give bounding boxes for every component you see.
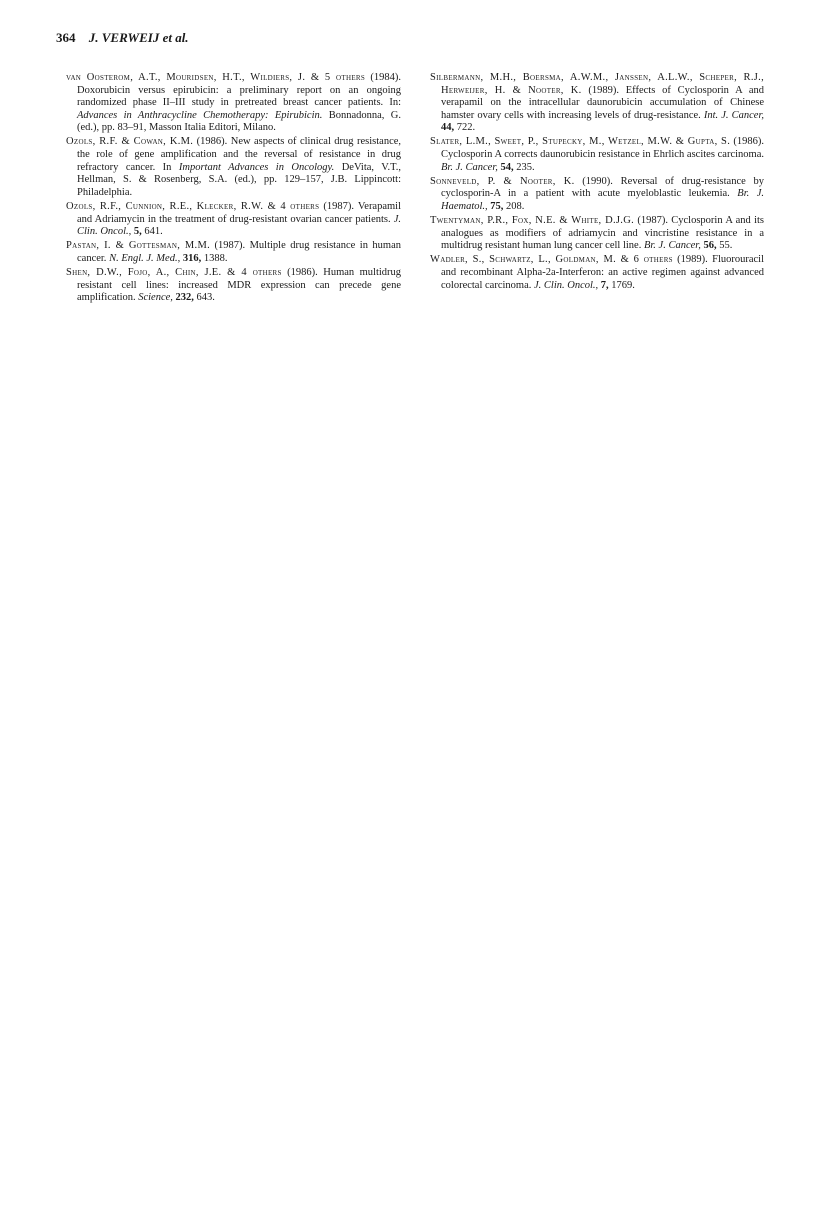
reference-year: (1989). — [677, 254, 708, 266]
reference-pages: DeVita, V.T., Hellman, S. & Rosenberg, S.A. (ed.), pp. 129–157, J.B. Lippincott: Philadelphia. — [77, 161, 402, 198]
reference-entry — [66, 72, 401, 135]
reference-year: (1986). — [733, 136, 764, 148]
running-author: J. VERWEIJ et al. — [88, 30, 189, 45]
reference-pages: 1388. — [203, 252, 228, 264]
reference-entry — [66, 240, 401, 265]
reference-journal: Important Advances in Oncology. — [178, 161, 335, 173]
reference-title: Effects of Cyclosporin A and verapamil on the intracellular daunorubicin accumulation of Chinese hamster ovary cells with increasing levels of drug-resistance. — [441, 84, 765, 121]
running-header — [56, 30, 189, 46]
reference-volume: 75, — [490, 200, 504, 212]
reference-journal: J. Clin. Oncol., — [77, 213, 402, 238]
reference-entry — [430, 72, 764, 135]
reference-volume: 54, — [500, 161, 514, 173]
page-number: 364 — [56, 30, 76, 45]
reference-pages: 55. — [719, 240, 733, 252]
reference-journal: N. Engl. J. Med., — [109, 252, 181, 264]
reference-volume: 44, — [441, 122, 455, 134]
reference-volume: 56, — [703, 240, 717, 252]
reference-year: (1986). — [287, 266, 318, 278]
reference-journal: Br. J. Cancer, — [643, 240, 701, 252]
reference-journal: J. Clin. Oncol., — [534, 279, 599, 291]
reference-title: Cyclosporin A corrects daunorubicin resistance in Ehrlich ascites carcinoma. — [441, 149, 764, 161]
reference-authors: Ozols, R.F. & Cowan, K.M. — [66, 136, 194, 148]
reference-entry — [430, 136, 764, 174]
reference-title: Multiple drug resistance in human cancer. — [77, 240, 402, 264]
reference-title: Cyclosporin A and its analogues as modifiers of adriamycin and vincristine resistance in a multidrug resistant human lung cancer cell line. — [441, 215, 765, 252]
reference-title: New aspects of clinical drug resistance, the role of gene amplification and the reversal of resistance in drug refractory cancer. In — [77, 136, 402, 173]
reference-title: Fluorouracil and recombinant Alpha-2a-Interferon: an active regimen against advanced colorectal carcinoma. — [441, 254, 765, 291]
reference-title: Verapamil and Adriamycin in the treatment of drug-resistant ovarian cancer patients. — [77, 200, 402, 225]
reference-authors: Slater, L.M., Sweet, P., Stupecky, M., Wetzel, M.W. & Gupta, S. — [430, 136, 731, 148]
reference-year: (1987). — [214, 240, 246, 252]
reference-year: (1986). — [196, 136, 228, 148]
reference-journal: Br. J. Haematol., — [441, 188, 765, 212]
reference-authors: Ozols, R.F., Cunnion, R.E., Klecker, R.W. & 4 others — [66, 200, 320, 212]
reference-pages: 235. — [516, 161, 535, 173]
reference-year: (1987). — [323, 200, 354, 212]
reference-entry — [66, 201, 401, 239]
reference-pages: 722. — [456, 122, 476, 134]
reference-journal: Science, — [138, 292, 173, 304]
reference-journal: Int. J. Cancer, — [703, 109, 765, 121]
reference-authors: Wadler, S., Schwartz, L., Goldman, M. & 6 others — [430, 254, 673, 266]
reference-entry — [66, 267, 401, 305]
reference-entry — [430, 215, 764, 253]
reference-pages: Bonnadonna, G. (ed.), pp. 83–91, Masson Italia Editori, Milano. — [77, 109, 401, 134]
reference-year: (1989). — [588, 84, 619, 96]
reference-pages: 208. — [506, 200, 525, 212]
reference-pages: 1769. — [611, 279, 635, 291]
reference-authors: van Oosterom, A.T., Mouridsen, H.T., Wildiers, J. & 5 others — [66, 72, 366, 83]
reference-authors: Shen, D.W., Fojo, A., Chin, J.E. & 4 others — [66, 266, 282, 278]
reference-authors: Sonneveld, P. & Nooter, K. — [430, 175, 575, 187]
reference-list-left — [66, 72, 401, 306]
reference-authors: Silbermann, M.H., Boersma, A.W.M., Janssen, A.L.W., Scheper, R.J., Herweijer, H. & Nooter, K. — [430, 72, 764, 96]
reference-list-right — [430, 72, 764, 294]
reference-entry — [430, 254, 764, 292]
reference-year: (1984). — [370, 72, 401, 83]
reference-year: (1990). — [582, 175, 613, 187]
reference-pages: 643. — [196, 292, 215, 304]
reference-entry — [66, 136, 401, 199]
reference-journal: Br. J. Cancer, — [441, 161, 498, 173]
reference-volume: 7, — [600, 279, 609, 291]
reference-authors: Pastan, I. & Gottesman, M.M. — [66, 240, 211, 252]
reference-title: Human multidrug resistant cell lines: increased MDR expression can precede gene amplification. — [77, 266, 402, 304]
reference-volume: 5, — [133, 226, 142, 238]
reference-entry — [430, 176, 764, 214]
reference-journal: Advances in Anthracycline Chemotherapy: Epirubicin. — [77, 109, 323, 121]
reference-pages: 641. — [144, 226, 163, 238]
reference-year: (1987). — [637, 215, 668, 227]
reference-volume: 232, — [175, 292, 194, 304]
reference-title: Reversal of drug-resistance by cyclosporin-A in a patient with acute myeloblastic leukemia. — [441, 175, 765, 200]
reference-authors: Twentyman, P.R., Fox, N.E. & White, D.J.G. — [430, 215, 635, 227]
reference-volume: 316, — [182, 252, 202, 264]
reference-title: Doxorubicin versus epirubicin: a preliminary report on an ongoing randomized phase II–III study in pretreated breast cancer patients. In: — [77, 84, 401, 109]
